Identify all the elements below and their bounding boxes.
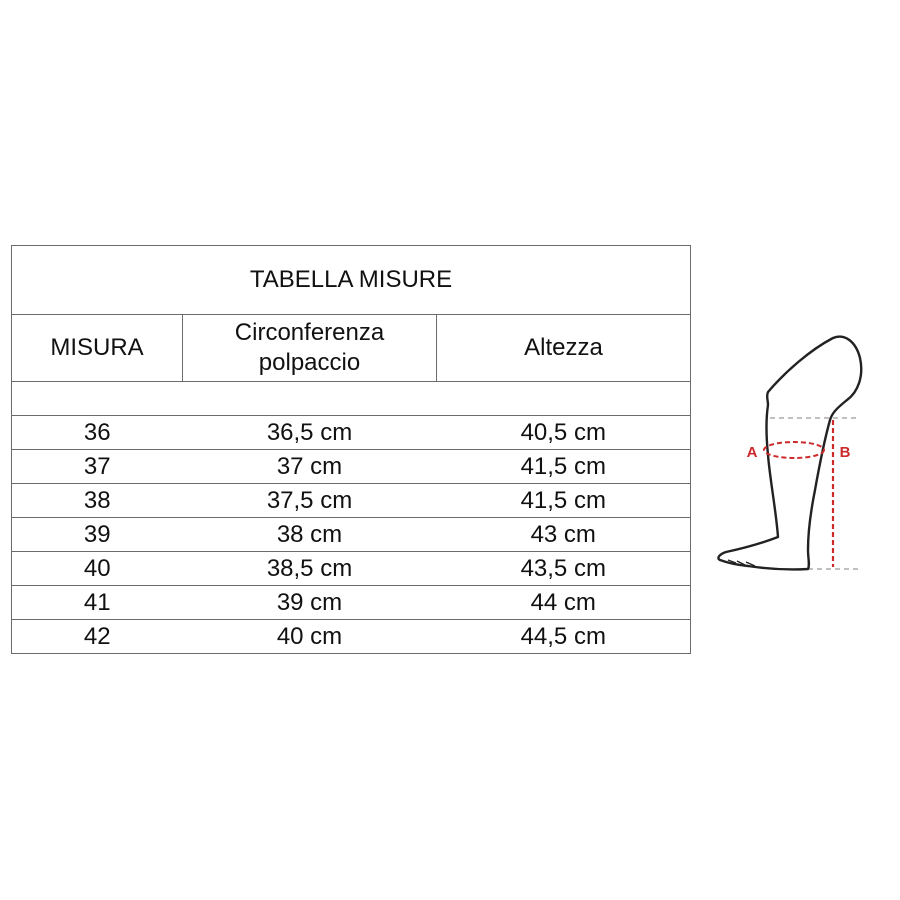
cell-size: 40 (12, 552, 183, 586)
cell-size: 38 (12, 484, 183, 518)
spacer-cell (12, 382, 691, 416)
cell-height: 41,5 cm (437, 450, 691, 484)
header-calf-line-1: Circonferenza (234, 319, 385, 346)
cell-height: 44,5 cm (437, 620, 691, 654)
header-size: MISURA (12, 315, 183, 382)
cell-calf: 36,5 cm (183, 416, 437, 450)
header-row (12, 315, 691, 382)
leg-measurement-figure (700, 320, 890, 590)
label-b: B (839, 444, 851, 461)
table-row (12, 620, 691, 654)
table-row (12, 450, 691, 484)
cell-height: 40,5 cm (437, 416, 691, 450)
table-title: TABELLA MISURE (12, 246, 691, 315)
header-height: Altezza (437, 315, 691, 382)
cell-calf: 40 cm (183, 620, 437, 654)
table-row (12, 518, 691, 552)
cell-calf: 39 cm (183, 586, 437, 620)
spacer-row (12, 382, 691, 416)
header-calf-circumference (183, 315, 437, 382)
table-row (12, 484, 691, 518)
table-row (12, 586, 691, 620)
size-chart-table (11, 245, 691, 654)
cell-height: 43 cm (437, 518, 691, 552)
label-a: A (746, 444, 758, 461)
cell-calf: 37 cm (183, 450, 437, 484)
header-calf-line-2: polpaccio (258, 349, 361, 376)
calf-circumference-marker (764, 442, 824, 458)
table-row (12, 552, 691, 586)
cell-height: 41,5 cm (437, 484, 691, 518)
cell-height: 43,5 cm (437, 552, 691, 586)
cell-size: 36 (12, 416, 183, 450)
cell-height: 44 cm (437, 586, 691, 620)
cell-calf: 38 cm (183, 518, 437, 552)
table-row (12, 416, 691, 450)
cell-size: 41 (12, 586, 183, 620)
cell-size: 42 (12, 620, 183, 654)
cell-size: 37 (12, 450, 183, 484)
cell-size: 39 (12, 518, 183, 552)
cell-calf: 38,5 cm (183, 552, 437, 586)
cell-calf: 37,5 cm (183, 484, 437, 518)
